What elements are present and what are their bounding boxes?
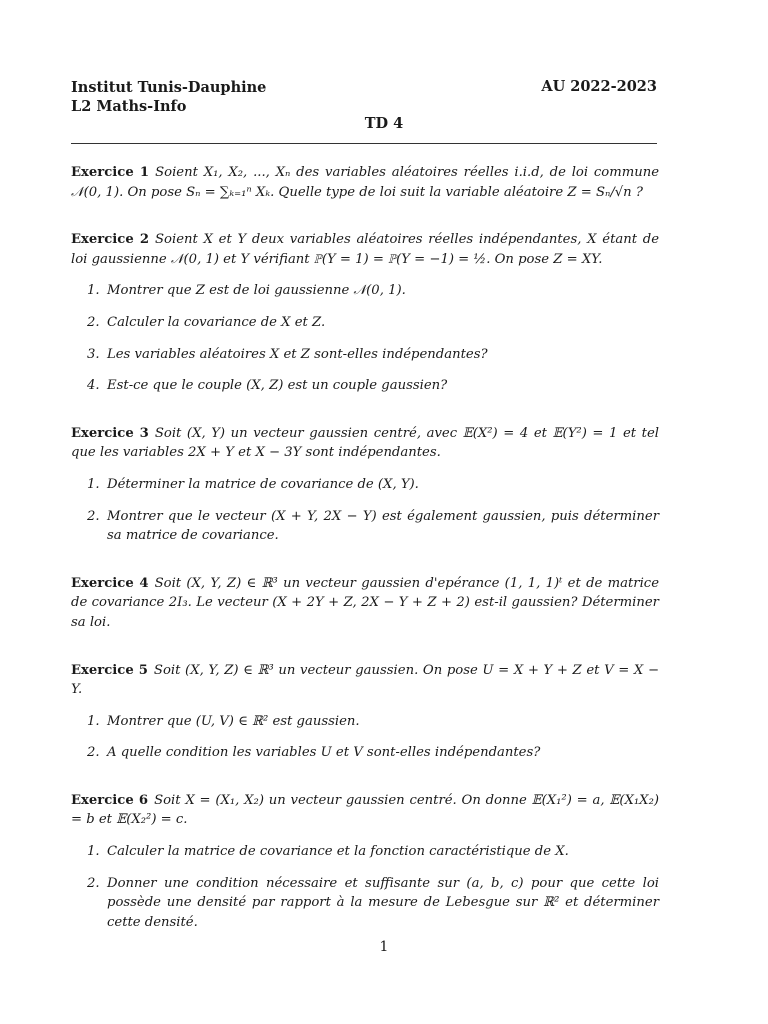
question-item	[71, 743, 659, 763]
question-list	[71, 281, 659, 395]
header-left	[71, 78, 266, 116]
exercise-label: Exercice 3	[71, 425, 149, 441]
question-item	[71, 281, 659, 301]
question-item	[71, 313, 659, 333]
question-item	[71, 712, 659, 732]
question-text: Montrer que Z est de loi gaussienne 𝒩(0, 1).	[107, 283, 406, 299]
question-text: Montrer que le vecteur (X + Y, 2X − Y) est également gaussien, puis déterminer sa matrice de covariance.	[107, 508, 659, 544]
exercise-label: Exercice 1	[71, 165, 150, 180]
question-item	[71, 507, 659, 546]
question-item	[71, 842, 659, 862]
exercise-statement: Soit (X, Y, Z) ∈ ℝ³ un vecteur gaussien. On pose U = X + Y + Z et V = X − Y.	[71, 662, 659, 698]
exercise-4	[71, 574, 659, 633]
exercise-statement: Soient X₁, X₂, ..., Xₙ des variables aléatoires réelles i.i.d, de loi commune 𝒩(0, 1). On pose Sₙ = ∑ₖ₌₁ⁿ Xₖ. Quelle type de loi suit la variable aléatoire Z = Sₙ/√n ?	[71, 165, 660, 200]
exercise-label: Exercice 2	[71, 232, 150, 248]
question-text: Déterminer la matrice de covariance de (X, Y).	[107, 476, 419, 492]
question-list	[71, 842, 659, 932]
page-number: 1	[379, 939, 389, 955]
program-name: L2 Maths-Info	[71, 98, 187, 115]
question-number: 1.	[87, 844, 100, 860]
question-number: 1.	[87, 476, 100, 492]
exercise-label: Exercice 5	[71, 662, 148, 678]
document-title: TD 4	[364, 115, 404, 132]
question-list	[71, 712, 659, 763]
exercise-5	[71, 661, 659, 763]
exercise-statement: Soit X = (X₁, X₂) un vecteur gaussien centré. On donne 𝔼(X₁²) = a, 𝔼(X₁X₂) = b et 𝔼(X₂²) = c.	[71, 792, 659, 828]
exercise-statement: Soit (X, Y) un vecteur gaussien centré, avec 𝔼(X²) = 4 et 𝔼(Y²) = 1 et tel que les variables 2X + Y et X − 3Y sont indépendantes.	[71, 425, 659, 461]
question-text: Calculer la matrice de covariance et la fonction caractéristique de X.	[107, 844, 569, 860]
question-text: A quelle condition les variables U et V sont-elles indépendantes?	[107, 745, 541, 761]
exercise-label: Exercice 6	[71, 792, 149, 808]
question-item	[71, 475, 659, 495]
question-number: 2.	[87, 745, 100, 761]
question-number: 3.	[87, 346, 100, 362]
exercise-label: Exercice 4	[71, 575, 149, 591]
exercise-list	[71, 163, 659, 960]
question-number: 1.	[87, 283, 100, 299]
exercise-6	[71, 791, 659, 933]
question-text: Calculer la covariance de X et Z.	[107, 314, 326, 330]
exercise-statement: Soit (X, Y, Z) ∈ ℝ³ un vecteur gaussien d'epérance (1, 1, 1)ᵗ et de matrice de covariance 2I₃. Le vecteur (X + 2Y + Z, 2X − Y + Z + 2) est-il gaussien? Déterminer sa loi.	[71, 575, 659, 630]
question-number: 1.	[87, 713, 100, 729]
question-list	[71, 475, 659, 546]
question-item	[71, 874, 659, 933]
question-item	[71, 376, 659, 396]
question-text: Donner une condition nécessaire et suffisante sur (a, b, c) pour que cette loi possède une densité par rapport à la mesure de Lebesgue sur ℝ² et déterminer cette densité.	[107, 875, 659, 930]
exercise-1	[71, 163, 659, 202]
header-divider	[71, 143, 657, 144]
question-number: 2.	[87, 314, 100, 330]
question-text: Les variables aléatoires X et Z sont-elles indépendantes?	[107, 346, 488, 362]
question-number: 4.	[87, 378, 100, 394]
question-text: Montrer que (U, V) ∈ ℝ² est gaussien.	[107, 713, 360, 729]
academic-year: AU 2022-2023	[541, 78, 657, 95]
exercise-statement: Soient X et Y deux variables aléatoires réelles indépendantes, X étant de loi gaussienne 𝒩(0, 1) et Y vérifiant ℙ(Y = 1) = ℙ(Y = −1) = ½. On pose Z = XY.	[71, 232, 659, 267]
question-item	[71, 345, 659, 365]
question-text: Est-ce que le couple (X, Z) est un couple gaussien?	[107, 378, 448, 394]
question-number: 2.	[87, 508, 100, 524]
exercise-2	[71, 230, 659, 396]
exercise-3	[71, 424, 659, 546]
institution-name: Institut Tunis-Dauphine	[71, 79, 267, 96]
question-number: 2.	[87, 875, 100, 891]
